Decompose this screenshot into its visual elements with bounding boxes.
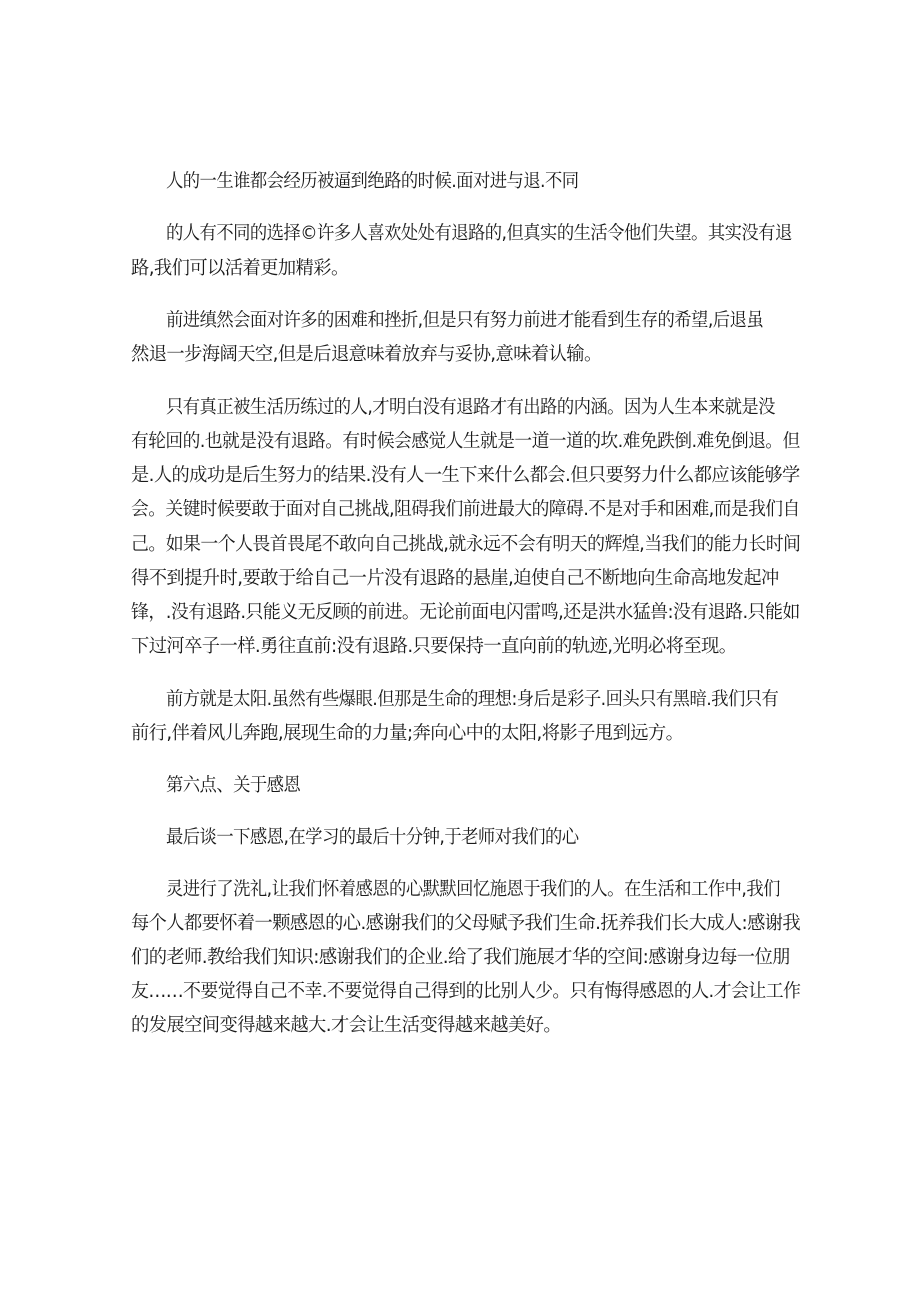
paragraph-5-line-2: 前行,伴着风儿奔跑,展现生命的力量;奔向心中的太阳,将影子甩到远方。 [131, 723, 684, 744]
paragraph-2-line-2: 路,我们可以活着更加精彩。 [131, 258, 349, 279]
paragraph-4-line-5: 己。如果一个人畏首畏尾不敢向自己挑战,就永远不会有明天的辉煌,当我们的能力长时间 [131, 534, 801, 555]
paragraph-3-line-2: 然退一步海阔天空,但是后退意味着放弃与妥协,意味着认输。 [131, 344, 602, 365]
paragraph-8-line-5: 的发展空间变得越来越大.才会让生活变得越来越美好。 [131, 1015, 562, 1036]
paragraph-4-line-8: 下过河卒子一样.勇往直前:没有退路.只要保持一直向前的轨迹,光明必将至现。 [131, 636, 737, 657]
paragraph-3-line-1: 前进缜然会面对许多的困难和挫折,但是只有努力前进才能看到生存的希望,后退虽 [166, 310, 764, 331]
paragraph-4-line-2: 有轮回的.也就是没有退路。有时候会感觉人生就是一道一道的坎.难免跌倒.难免倒退。但 [131, 431, 800, 452]
paragraph-4-line-3: 是.人的成功是后生努力的结果.没有人一生下来什么都会.但只要努力什么都应该能够学 [131, 465, 800, 486]
paragraph-5-line-1: 前方就是太阳.虽然有些爆眼.但那是生命的理想:身后是彩子.回头只有黑暗.我们只有 [166, 689, 779, 710]
paragraph-8-line-1: 灵进行了洗礼,让我们怀着感恩的心默默回忆施恩于我们的人。在生活和工作中,我们 [166, 879, 780, 900]
paragraph-8-line-3: 们的老师.教给我们知识:感谢我们的企业.给了我们施展才华的空间:感谢身边每一位朋 [131, 947, 790, 968]
paragraph-4-line-7: 锋，.没有退路.只能义无反顾的前进。无论前面电闪雷鸣,还是洪水猛兽:没有退路.只能如 [131, 602, 800, 623]
paragraph-8-line-2: 每个人都要怀着一颗感恩的心.感谢我们的父母赋予我们生命.抚养我们长大成人:感谢我 [131, 913, 801, 934]
paragraph-4-line-4: 会。关键时候要敢于面对自己挑战,阻碍我们前进最大的障碍.不是对手和困难,而是我们自 [131, 499, 800, 520]
section-heading: 第六点、关于感恩 [166, 775, 301, 796]
paragraph-8-line-4: 友……不要觉得自己不幸.不要觉得自己得到的比别人少。只有悔得感恩的人.才会让工作 [131, 981, 801, 1002]
paragraph-2-line-1: 的人有不同的选择©许多人喜欢处处有退路的,但真实的生活令他们失望。其实没有退 [166, 223, 792, 244]
paragraph-1-line-1: 人的一生谁都会经历被逼到绝路的时候.面对进与退.不同 [166, 171, 579, 192]
paragraph-4-line-6: 得不到提升时,要敢于给自己一片没有退路的悬崖,迫使自己不断地向生命高地发起冲 [131, 568, 779, 589]
paragraph-4-line-1: 只有真正被生活历练过的人,才明白没有退路才有出路的内涵。因为人生本来就是没 [166, 397, 775, 418]
paragraph-7-line-1: 最后谈一下感恩,在学习的最后十分钟,于老师对我们的心 [166, 827, 579, 848]
